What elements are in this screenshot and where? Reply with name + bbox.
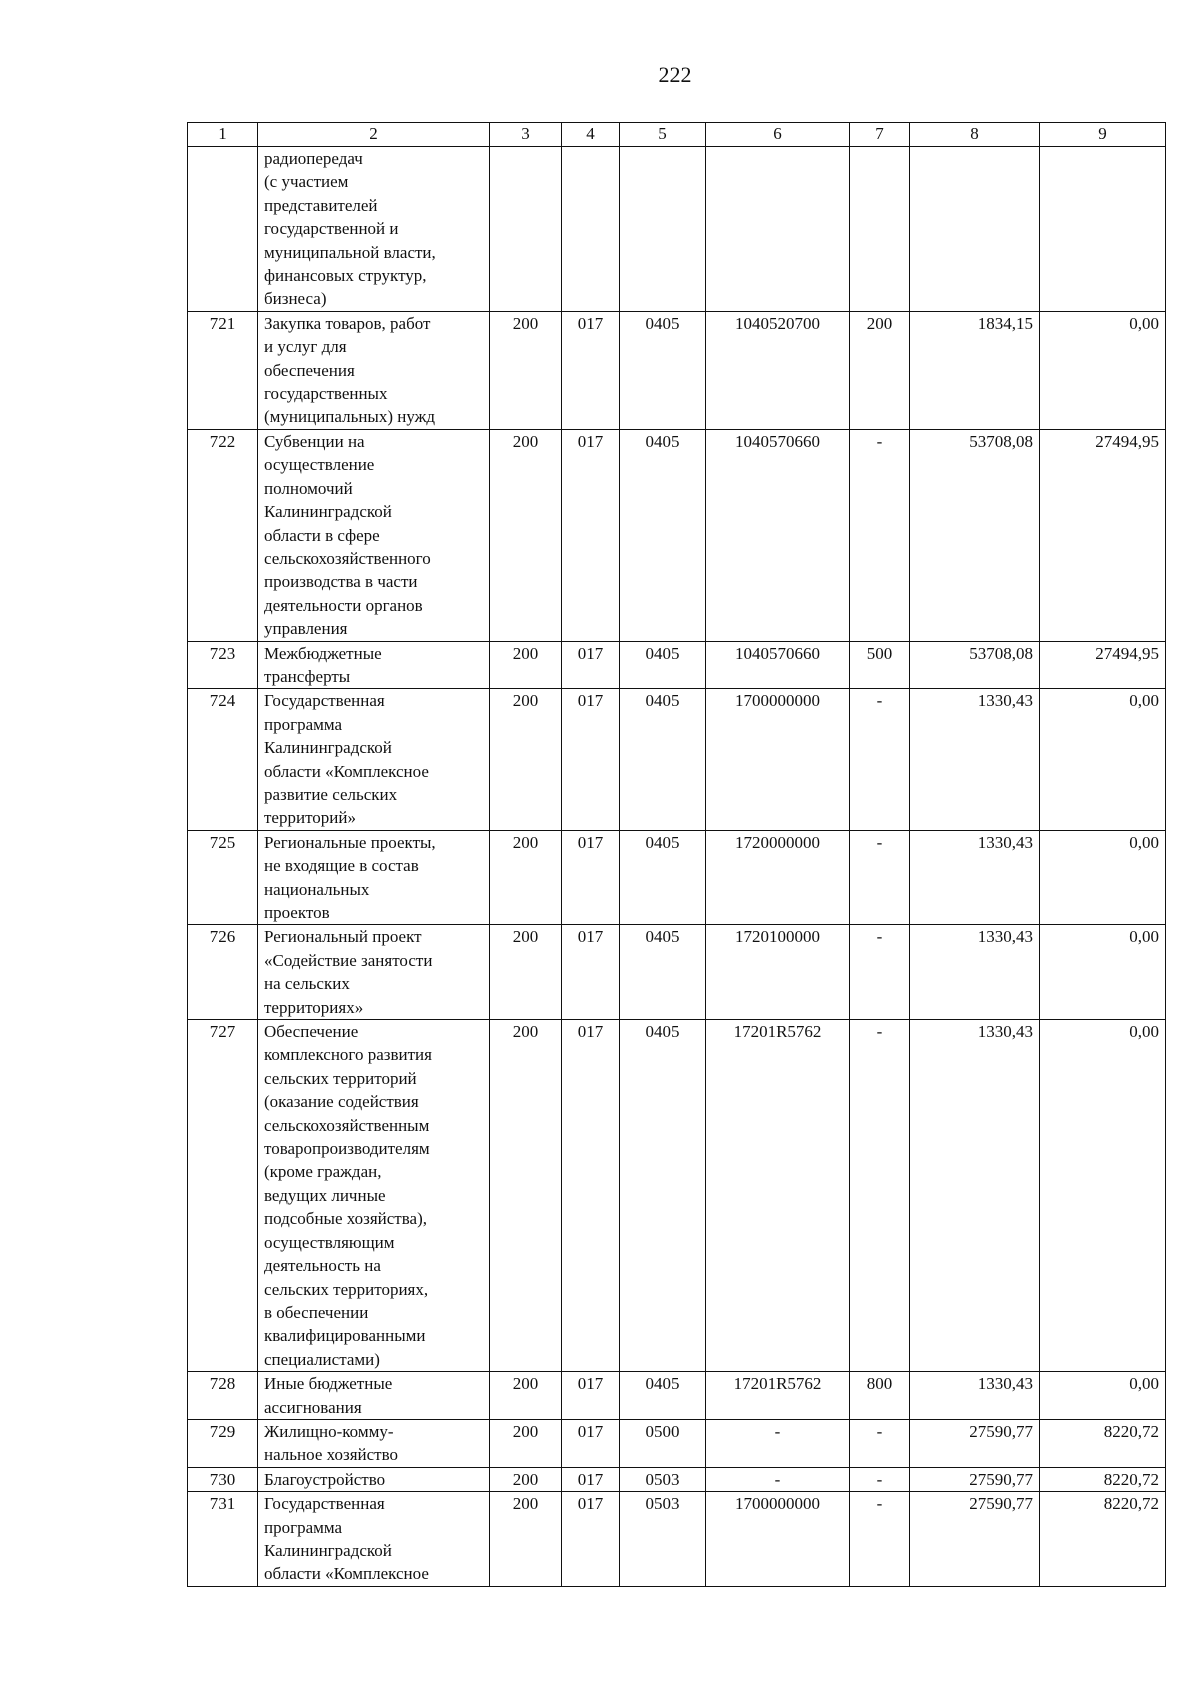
amount-8-cell: 1330,43 [910, 925, 1040, 1020]
column-header: 1 [188, 123, 258, 147]
section-code-cell: 0405 [620, 925, 706, 1020]
expense-type-cell: - [850, 1020, 910, 1372]
code-3-cell [490, 147, 562, 312]
target-article-cell: 1040520700 [706, 311, 850, 429]
amount-9-cell: 8220,72 [1040, 1467, 1166, 1491]
row-number-cell: 725 [188, 830, 258, 925]
expense-type-cell: - [850, 429, 910, 641]
table-row [188, 1419, 1166, 1467]
expense-type-cell: - [850, 1467, 910, 1491]
amount-8-cell: 27590,77 [910, 1419, 1040, 1467]
item-name-cell: Обеспечение комплексного развития сельских территорий (оказание содействия сельскохозяйственным товаропроизводителям (кроме граждан, ведущих личные подсобные хозяйства), осуществляющим деятельность на сельских территориях, в обеспечении квалифицированными специалистами) [258, 1020, 490, 1372]
section-code-cell: 0405 [620, 311, 706, 429]
item-name-cell: Иные бюджетные ассигнования [258, 1372, 490, 1420]
section-code-cell: 0405 [620, 689, 706, 830]
section-code-cell: 0405 [620, 1020, 706, 1372]
column-header: 4 [562, 123, 620, 147]
amount-8-cell: 1834,15 [910, 311, 1040, 429]
row-number-cell: 731 [188, 1492, 258, 1587]
section-code-cell: 0500 [620, 1419, 706, 1467]
table-row [188, 311, 1166, 429]
code-4-cell: 017 [562, 689, 620, 830]
code-3-cell: 200 [490, 1492, 562, 1587]
amount-9-cell: 27494,95 [1040, 641, 1166, 689]
column-header: 6 [706, 123, 850, 147]
row-number-cell: 730 [188, 1467, 258, 1491]
code-4-cell: 017 [562, 925, 620, 1020]
expense-type-cell: 500 [850, 641, 910, 689]
item-name-cell: Региональный проект «Содействие занятости на сельских территориях» [258, 925, 490, 1020]
section-code-cell: 0405 [620, 641, 706, 689]
section-code-cell: 0503 [620, 1467, 706, 1491]
code-3-cell: 200 [490, 1372, 562, 1420]
table-row [188, 641, 1166, 689]
target-article-cell: 1720100000 [706, 925, 850, 1020]
section-code-cell [620, 147, 706, 312]
target-article-cell [706, 147, 850, 312]
amount-8-cell: 1330,43 [910, 1372, 1040, 1420]
row-number-cell: 722 [188, 429, 258, 641]
target-article-cell: 1720000000 [706, 830, 850, 925]
code-3-cell: 200 [490, 925, 562, 1020]
code-4-cell: 017 [562, 1020, 620, 1372]
code-3-cell: 200 [490, 1020, 562, 1372]
amount-9-cell: 0,00 [1040, 1020, 1166, 1372]
section-code-cell: 0405 [620, 429, 706, 641]
amount-9-cell: 0,00 [1040, 925, 1166, 1020]
amount-9-cell: 0,00 [1040, 311, 1166, 429]
item-name-cell: Региональные проекты, не входящие в состав национальных проектов [258, 830, 490, 925]
item-name-cell: Жилищно-комму- нальное хозяйство [258, 1419, 490, 1467]
table-row [188, 1492, 1166, 1587]
item-name-cell: Государственная программа Калининградской области «Комплексное развитие сельских территорий» [258, 689, 490, 830]
target-article-cell: 1700000000 [706, 689, 850, 830]
amount-8-cell: 53708,08 [910, 641, 1040, 689]
expense-type-cell: - [850, 1492, 910, 1587]
code-4-cell: 017 [562, 830, 620, 925]
row-number-cell: 729 [188, 1419, 258, 1467]
column-header: 3 [490, 123, 562, 147]
amount-8-cell: 53708,08 [910, 429, 1040, 641]
section-code-cell: 0405 [620, 830, 706, 925]
table-row [188, 429, 1166, 641]
code-4-cell: 017 [562, 1419, 620, 1467]
code-3-cell: 200 [490, 830, 562, 925]
target-article-cell: - [706, 1467, 850, 1491]
code-3-cell: 200 [490, 311, 562, 429]
amount-9-cell: 8220,72 [1040, 1492, 1166, 1587]
table-header-row [188, 123, 1166, 147]
target-article-cell: 17201R5762 [706, 1372, 850, 1420]
item-name-cell: Межбюджетные трансферты [258, 641, 490, 689]
table-row [188, 689, 1166, 830]
expense-type-cell: - [850, 689, 910, 830]
expense-type-cell: - [850, 1419, 910, 1467]
code-4-cell: 017 [562, 641, 620, 689]
column-header: 5 [620, 123, 706, 147]
expense-type-cell [850, 147, 910, 312]
row-number-cell [188, 147, 258, 312]
table-body [188, 147, 1166, 1587]
amount-9-cell: 0,00 [1040, 1372, 1166, 1420]
code-3-cell: 200 [490, 1467, 562, 1491]
table-row [188, 830, 1166, 925]
column-header: 7 [850, 123, 910, 147]
table-row [188, 925, 1166, 1020]
expense-type-cell: - [850, 925, 910, 1020]
target-article-cell: 1700000000 [706, 1492, 850, 1587]
target-article-cell: 1040570660 [706, 429, 850, 641]
column-header: 8 [910, 123, 1040, 147]
row-number-cell: 721 [188, 311, 258, 429]
target-article-cell: 1040570660 [706, 641, 850, 689]
item-name-cell: Благоустройство [258, 1467, 490, 1491]
expense-type-cell: 800 [850, 1372, 910, 1420]
row-number-cell: 727 [188, 1020, 258, 1372]
amount-8-cell: 27590,77 [910, 1492, 1040, 1587]
item-name-cell: Субвенции на осуществление полномочий Калининградской области в сфере сельскохозяйственного производства в части деятельности органов управления [258, 429, 490, 641]
row-number-cell: 728 [188, 1372, 258, 1420]
amount-9-cell: 27494,95 [1040, 429, 1166, 641]
item-name-cell: Закупка товаров, работ и услуг для обеспечения государственных (муниципальных) нужд [258, 311, 490, 429]
amount-8-cell [910, 147, 1040, 312]
amount-8-cell: 27590,77 [910, 1467, 1040, 1491]
code-4-cell: 017 [562, 1492, 620, 1587]
amount-9-cell [1040, 147, 1166, 312]
table-row [188, 147, 1166, 312]
page-number: 222 [658, 62, 692, 87]
code-4-cell: 017 [562, 1467, 620, 1491]
code-3-cell: 200 [490, 1419, 562, 1467]
code-3-cell: 200 [490, 429, 562, 641]
item-name-cell: Государственная программа Калининградской области «Комплексное [258, 1492, 490, 1587]
row-number-cell: 723 [188, 641, 258, 689]
code-4-cell [562, 147, 620, 312]
section-code-cell: 0405 [620, 1372, 706, 1420]
column-header: 9 [1040, 123, 1166, 147]
amount-9-cell: 0,00 [1040, 830, 1166, 925]
item-name-cell: радиопередач (с участием представителей государственной и муниципальной власти, финансовых структур, бизнеса) [258, 147, 490, 312]
table-row [188, 1020, 1166, 1372]
table-row [188, 1467, 1166, 1491]
expense-type-cell: 200 [850, 311, 910, 429]
code-3-cell: 200 [490, 641, 562, 689]
target-article-cell: 17201R5762 [706, 1020, 850, 1372]
column-header: 2 [258, 123, 490, 147]
row-number-cell: 724 [188, 689, 258, 830]
table-row [188, 1372, 1166, 1420]
expense-type-cell: - [850, 830, 910, 925]
budget-table [187, 122, 1166, 1587]
amount-9-cell: 8220,72 [1040, 1419, 1166, 1467]
target-article-cell: - [706, 1419, 850, 1467]
row-number-cell: 726 [188, 925, 258, 1020]
code-4-cell: 017 [562, 311, 620, 429]
amount-9-cell: 0,00 [1040, 689, 1166, 830]
code-3-cell: 200 [490, 689, 562, 830]
code-4-cell: 017 [562, 1372, 620, 1420]
amount-8-cell: 1330,43 [910, 830, 1040, 925]
amount-8-cell: 1330,43 [910, 689, 1040, 830]
code-4-cell: 017 [562, 429, 620, 641]
section-code-cell: 0503 [620, 1492, 706, 1587]
amount-8-cell: 1330,43 [910, 1020, 1040, 1372]
